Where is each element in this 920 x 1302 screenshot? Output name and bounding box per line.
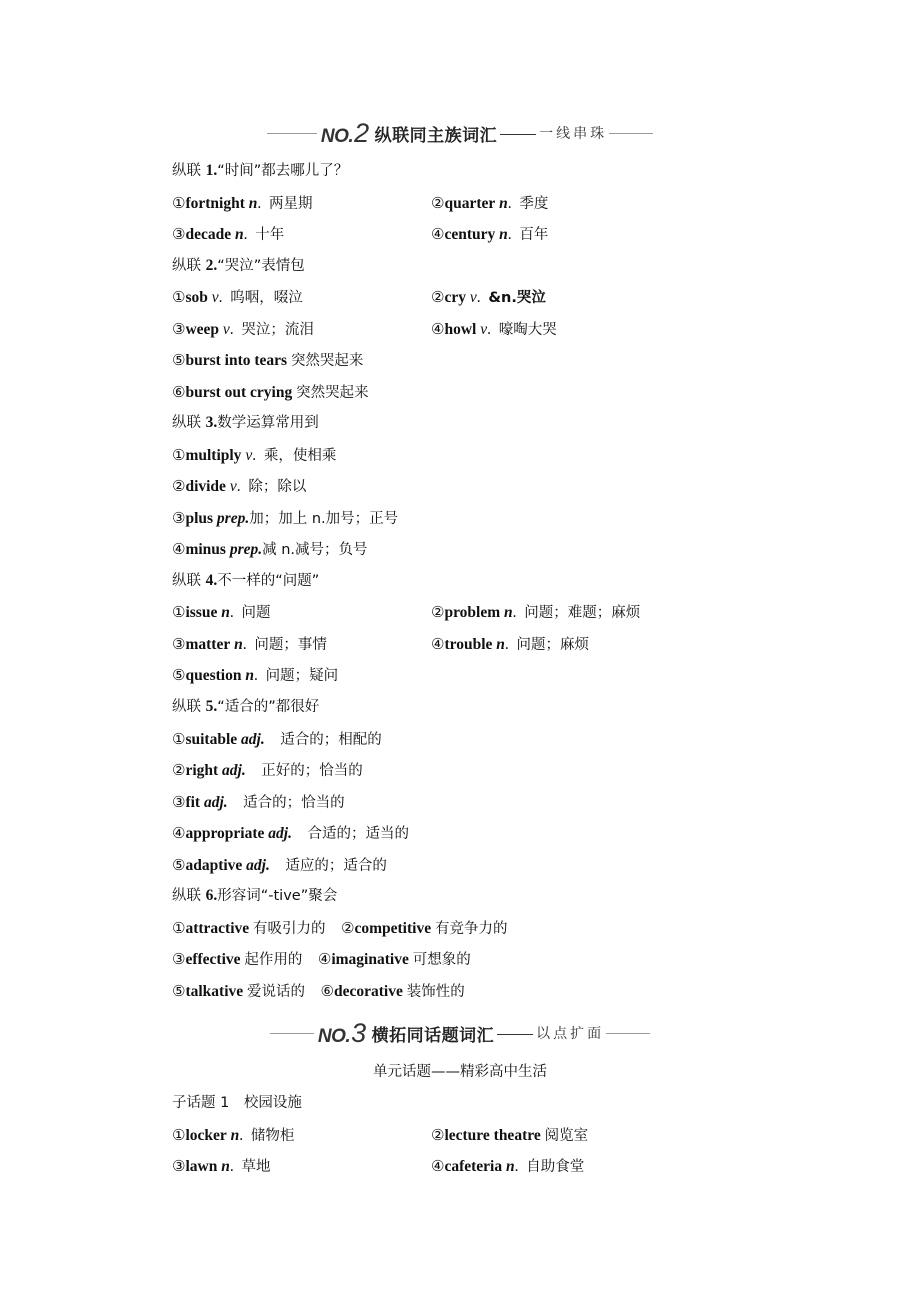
group-heading: 纵联 2.“哭泣”表情包 xyxy=(172,257,305,274)
vocab-entry: ②problem n. 问题；难题；麻烦 xyxy=(431,603,641,621)
vocab-entry: ④appropriate adj. 合适的；适当的 xyxy=(172,824,409,842)
vocab-entry: ⑤adaptive adj. 适应的；适合的 xyxy=(172,856,387,874)
section-banner-no3 xyxy=(0,1018,920,1048)
vocab-entry: ②divide v. 除；除以 xyxy=(172,477,307,495)
vocab-entry: ①suitable adj. 适合的；相配的 xyxy=(172,730,382,748)
unit-topic: 单元话题——精彩高中生活 xyxy=(373,1064,547,1080)
vocab-entry: ①fortnight n. 两星期 xyxy=(172,194,313,212)
vocab-pair: ③effective 起作用的 ④imaginative 可想象的 xyxy=(172,950,471,968)
vocab-entry: ①issue n. 问题 xyxy=(172,603,271,621)
vocab-entry: ④trouble n. 问题；麻烦 xyxy=(431,635,590,653)
vocab-entry: ④cafeteria n. 自助食堂 xyxy=(431,1157,585,1175)
vocab-entry: ①multiply v. 乘，使相乘 xyxy=(172,446,337,464)
banner-dash xyxy=(500,134,536,135)
vocab-entry: ⑤burst into tears 突然哭起来 xyxy=(172,351,364,369)
banner-rule-left xyxy=(267,133,317,134)
banner-dash xyxy=(497,1034,533,1035)
vocab-entry: ③fit adj. 适合的；恰当的 xyxy=(172,793,345,811)
vocab-entry: ③decade n. 十年 xyxy=(172,225,285,243)
section-subtitle: 一线串珠 xyxy=(539,126,608,142)
section-title: 横拓同话题词汇 xyxy=(371,1025,495,1046)
vocab-entry: ④howl v. 嚎啕大哭 xyxy=(431,320,557,338)
section-banner-no2 xyxy=(0,118,920,148)
vocab-entry: ②cry v. &n.哭泣 xyxy=(431,288,546,306)
vocab-entry: ③lawn n. 草地 xyxy=(172,1157,271,1175)
vocab-entry: ④century n. 百年 xyxy=(431,225,549,243)
group-heading: 纵联 3.数学运算常用到 xyxy=(172,414,319,431)
section-title: 纵联同主族词汇 xyxy=(374,125,498,146)
group-heading: 纵联 1.“时间”都去哪儿了？ xyxy=(172,162,349,179)
vocab-pair: ⑤talkative 爱说话的 ⑥decorative 装饰性的 xyxy=(172,982,465,1000)
banner-rule-left xyxy=(270,1033,314,1034)
vocab-entry: ③weep v. 哭泣；流泪 xyxy=(172,320,314,338)
vocab-entry: ②right adj. 正好的；恰当的 xyxy=(172,761,363,779)
section-number: NO.2 xyxy=(320,117,369,148)
group-heading: 纵联 6.形容词“-tive”聚会 xyxy=(172,887,338,904)
vocab-entry: ②quarter n. 季度 xyxy=(431,194,549,212)
vocab-entry: ①sob v. 呜咽，啜泣 xyxy=(172,288,303,306)
group-heading: 纵联 4.不一样的“问题” xyxy=(172,572,320,589)
banner-rule-right xyxy=(609,133,653,134)
vocab-entry: ②lecture theatre 阅览室 xyxy=(431,1126,589,1144)
vocab-entry: ⑥burst out crying 突然哭起来 xyxy=(172,383,369,401)
vocab-entry: ③plus prep.加；加上 n.加号；正号 xyxy=(172,509,399,527)
group-heading: 纵联 5.“适合的”都很好 xyxy=(172,698,320,715)
vocab-pair: ①attractive 有吸引力的 ②competitive 有竞争力的 xyxy=(172,919,508,937)
vocab-entry: ④minus prep.减 n.减号；负号 xyxy=(172,540,368,558)
section-subtitle: 以点扩面 xyxy=(536,1026,605,1042)
subtopic-heading: 子话题 1 校园设施 xyxy=(172,1095,302,1111)
vocab-entry: ③matter n. 问题；事情 xyxy=(172,635,327,653)
vocab-entry: ①locker n. 储物柜 xyxy=(172,1126,295,1144)
vocab-entry: ⑤question n. 问题；疑问 xyxy=(172,666,339,684)
banner-rule-right xyxy=(606,1033,650,1034)
section-number: NO.3 xyxy=(317,1017,366,1048)
